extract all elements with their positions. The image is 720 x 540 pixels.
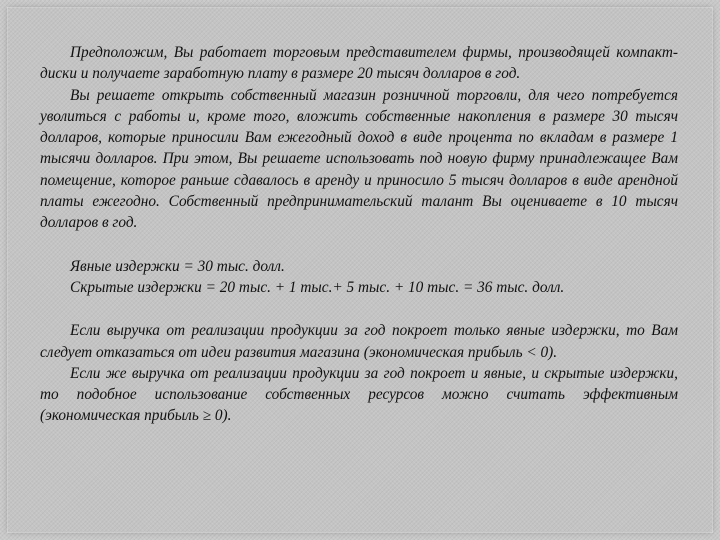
spacer <box>40 298 678 320</box>
slide-content <box>40 42 678 427</box>
slide <box>8 8 712 532</box>
implicit-costs-line: Скрытые издержки = 20 тыс. + 1 тыс.+ 5 тыс. + 10 тыс. = 36 тыс. долл. <box>70 278 565 296</box>
paragraph-scenario-details: Вы решаете открыть собственный магазин розничной торговли, для чего потребуется уволиться с работы и, кроме того, вложить собственные накопления в размере 30 тысяч долларов, которые приносили Вам ежегодный доход в виде процента по вкладам в размере 1 тысячи долларов. При этом, Вы решаете использовать под новую фирму принадлежащее Вам помещение, которое раньше сдавалось в аренду и приносило 5 тысяч долларов в виде арендной платы ежегодно. Собственный предпринимательский талант Вы оцениваете в 10 тысяч долларов в год. <box>40 86 678 232</box>
paragraph-scenario-intro: Предположим, Вы работает торговым представителем фирмы, производящей компакт-диски и получаете заработную плату в размере 20 тысяч долларов в год. <box>40 44 678 83</box>
spacer <box>40 234 678 256</box>
explicit-costs-line: Явные издержки = 30 тыс. долл. <box>70 257 285 275</box>
paragraph-conclusion-positive: Если же выручка от реализации продукции за год покроет и явные, и скрытые издержки, то подобное использование собственных ресурсов можно считать эффективным (экономическая прибыль ≥ 0). <box>40 364 678 425</box>
paragraph-conclusion-negative: Если выручка от реализации продукции за год покроет только явные издержки, то Вам следует отказаться от идеи развития магазина (экономическая прибыль < 0). <box>40 322 678 361</box>
